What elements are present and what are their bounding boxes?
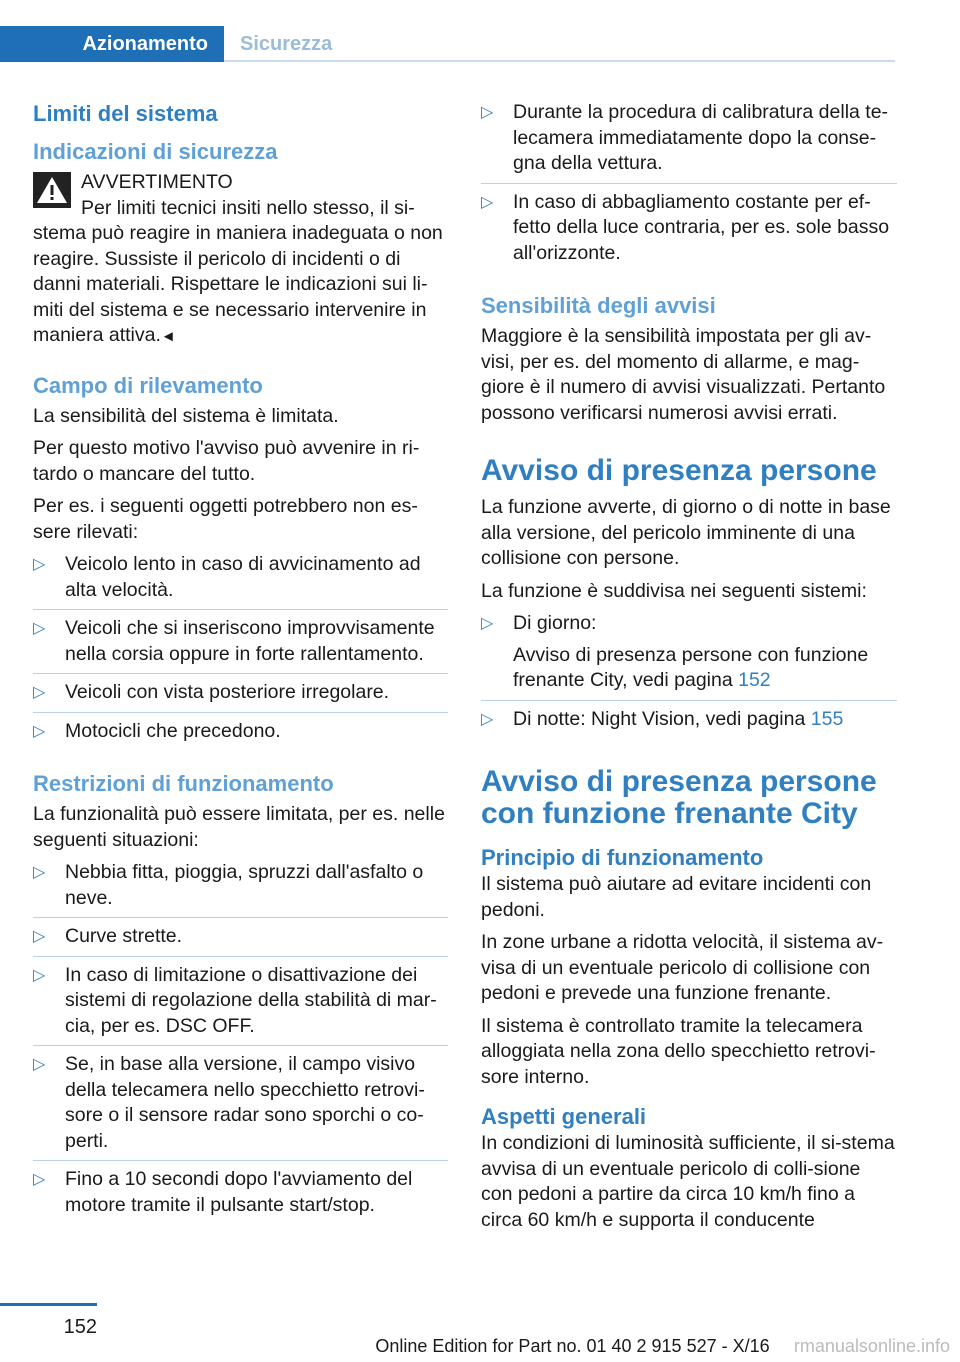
heading-operating-principle: Principio di funzionamento — [481, 845, 764, 870]
bullet-icon: ▷ — [481, 615, 494, 632]
person-paragraph-2: La funzione è suddivisa nei seguenti sistemi: — [481, 579, 867, 602]
restrictions-list — [33, 860, 448, 1224]
person-item-day-text: Avviso di presenza persone con funzione frenante City, vedi pagina 152 — [513, 643, 869, 691]
heading-detection-range: Campo di rilevamento — [33, 372, 263, 398]
list-item: ▷ In caso di limitazione o disattivazione dei sistemi di regolazione della stabilità di mar-cia, per es. DSC OFF. — [33, 963, 448, 1047]
heading-restrictions: Restrizioni di funzionamento — [33, 771, 334, 796]
header-divider — [224, 60, 895, 62]
heading-person-warning: Avviso di presenza persone — [481, 454, 877, 487]
person-paragraph-1: La funzione avverte, di giorno o di notte in base alla versione, del pericolo imminente di una collisione con persone. — [481, 496, 891, 569]
list-item: ▷ Veicolo lento in caso di avvicinamento ad alta velocità. — [33, 552, 448, 610]
detection-list — [33, 552, 448, 750]
watermark: rmanualsonline.info — [793, 1336, 950, 1356]
tab-sicurezza[interactable]: Sicurezza — [240, 32, 333, 55]
list-item: ▷ Veicoli che si inseriscono improvvisamente nella corsia oppure in forte rallentamento. — [33, 616, 448, 674]
bullet-icon: ▷ — [481, 193, 494, 211]
bullet-icon: ▷ — [481, 104, 494, 121]
left-column — [33, 100, 448, 1230]
list-item — [481, 611, 897, 701]
warning-box — [33, 170, 448, 350]
person-systems-list — [481, 611, 897, 738]
bullet-icon: ▷ — [33, 966, 46, 984]
bullet-icon: ▷ — [33, 684, 46, 701]
principle-paragraph-1: Il sistema può aiutare ad evitare incidenti con pedoni. — [481, 873, 872, 921]
bullet-icon: ▷ — [33, 556, 46, 573]
list-item: ▷ Nebbia fitta, pioggia, spruzzi dall'asfalto o neve. — [33, 860, 448, 918]
heading-system-limits: Limiti del sistema — [33, 101, 218, 126]
person-item-day-label: Di giorno: — [513, 612, 597, 634]
list-item: ▷ Di notte: Night Vision, vedi pagina 155 — [481, 707, 897, 739]
heading-general-aspects: Aspetti generali — [481, 1104, 647, 1129]
warning-triangle-icon — [33, 172, 71, 208]
end-marker-icon: ◄ — [160, 328, 176, 345]
warning-first-line: Per limiti tecnici insiti nello stesso, il si- — [81, 196, 415, 219]
heading-safety-notes: Indicazioni di sicurezza — [33, 139, 278, 164]
restrictions-paragraph: La funzionalità può essere limitata, per es. nelle seguenti situazioni: — [33, 803, 445, 851]
detection-paragraph-3: Per es. i seguenti oggetti potrebbero non es-sere rilevati: — [33, 495, 418, 543]
list-item: ▷ Curve strette. — [33, 924, 448, 957]
list-item: ▷ In caso di abbagliamento costante per ef-fetto della luce contraria, per es. sole basso all'orizzonte. — [481, 190, 890, 264]
detection-paragraph-1: La sensibilità del sistema è limitata. — [33, 404, 339, 427]
footer-rule — [0, 1303, 97, 1306]
bullet-icon: ▷ — [33, 722, 46, 740]
page-link-155[interactable]: 155 — [810, 707, 844, 730]
principle-paragraph-3: Il sistema è controllato tramite la telecamera alloggiata nella zona dello specchietto retrovi-sore interno. — [481, 1014, 876, 1088]
bullet-icon: ▷ — [33, 620, 46, 637]
bullet-icon: ▷ — [33, 864, 46, 881]
list-item: ▷ Durante la procedura di calibratura della te-lecamera immediatamente dopo la conse-gna della vettura. — [481, 100, 897, 184]
list-item: ▷ Fino a 10 secondi dopo l'avviamento del motore tramite il pulsante start/stop. — [33, 1168, 413, 1216]
bullet-icon: ▷ — [33, 928, 46, 945]
detection-paragraph-2: Per questo motivo l'avviso può avvenire in ri-tardo o mancare del tutto. — [33, 437, 420, 485]
bullet-icon: ▷ — [33, 1056, 46, 1073]
sensitivity-paragraph: Maggiore è la sensibilità impostata per gli av-visi, per es. del momento di allarme, e mag-giore è il numero di avvisi visualizzati. Pertanto possono verificarsi numerosi avvisi errati. — [481, 325, 886, 424]
right-column — [481, 100, 897, 1240]
tab-azionamento[interactable]: Azionamento — [0, 26, 224, 62]
list-item: ▷ Veicoli con vista posteriore irregolare. — [33, 680, 448, 713]
list-item: ▷ Se, in base alla versione, il campo visivo della telecamera nello specchietto retrovi-sore o il sensore radar sono sporchi o co-perti. — [33, 1052, 448, 1161]
calibration-list — [481, 100, 897, 272]
bullet-icon: ▷ — [33, 1171, 46, 1188]
bullet-icon: ▷ — [481, 710, 494, 728]
warning-title: AVVERTIMENTO — [81, 171, 233, 193]
heading-warning-sensitivity: Sensibilità degli avvisi — [481, 293, 716, 318]
page-header — [0, 0, 895, 62]
page-number: 152 — [63, 1316, 97, 1338]
edition-note: Online Edition for Part no. 01 40 2 915 527 - X/16 — [375, 1336, 770, 1356]
heading-city-braking: Avviso di presenza persone con funzione frenante City — [481, 765, 877, 830]
page-link-152[interactable]: 152 — [738, 669, 771, 691]
general-paragraph: In condizioni di luminosità sufficiente, il si-stema avvisa di un eventuale pericolo di colli-sione con pedoni a partire da circa 10 km/h fino a circa 60 km/h e supporta il conducente — [481, 1132, 895, 1231]
list-item: ▷ Motocicli che precedono. — [33, 719, 448, 751]
principle-paragraph-2: In zone urbane a ridotta velocità, il sistema av-visa di un eventuale pericolo di collisione con pedoni e prevede una funzione frenante. — [481, 931, 884, 1004]
warning-text: stema può reagire in maniera inadeguata o non reagire. Sussiste il pericolo di incidenti o di danni materiali. Rispettare le indicazioni sui li-miti del sistema e se necessario intervenire in maniera attiva.◄ — [33, 222, 443, 346]
